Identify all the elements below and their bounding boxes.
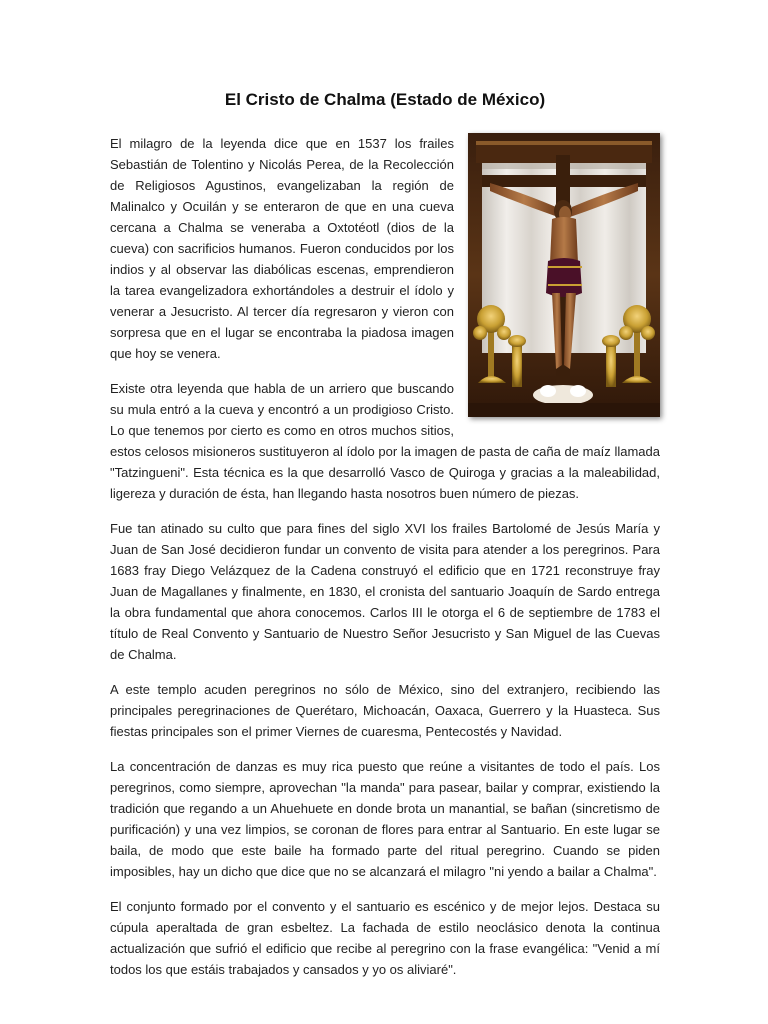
page-title: El Cristo de Chalma (Estado de México) <box>224 90 546 109</box>
crucifix-photo <box>468 133 660 417</box>
paragraph-4: A este templo acuden peregrinos no sólo de México, sino del extranjero, recibiendo las principales peregrinaciones de Querétaro, Michoacán, Oaxaca, Guerrero y la Huasteca. Sus fiestas principales son el primer Viernes de cuaresma, Pentecostés y Navidad. <box>110 682 660 739</box>
paragraph-3: Fue tan atinado su culto que para fines del siglo XVI los frailes Bartolomé de Jesús María y Juan de San José decidieron fundar un convento de visita para atender a los peregrinos. Para 1683 fray Diego Velázquez de la Cadena construyó el edificio que en 1721 reconstruye fray Juan de Magallanes y finalmente, en 1830, el cronista del santuario Joaquín de Sardo entrega la obra fundamental que ahora conocemos. Carlos III le otorga el 6 de septiembre de 1783 el título de Real Convento y Santuario de Nuestro Señor Jesucristo y San Miguel de las Cuevas de Chalma. <box>110 521 660 662</box>
crucifix-image <box>468 133 660 417</box>
paragraph-1: El milagro de la leyenda dice que en 1537 los frailes Sebastián de Tolentino y Nicolás Perea, de la Recolección de Religiosos Agustinos, evangelizaban la región de Malinalco y Ocuilán y se enteraron de que en una cueva cercana a Chalma se veneraba a Oxtotéotl (dios de la cueva) con sacrificios humanos. Fueron conducidos por los indios y al observar las diabólicas escenas, emprendieron la tarea evangelizadora exhortándoles a destruir el ídolo y venerar a Jesucristo. Al tercer día regresaron y vieron con sorpresa que en el lugar se encontraba la piadosa imagen que hoy se venera. <box>110 136 454 361</box>
document-page <box>110 88 660 994</box>
paragraph-6: El conjunto formado por el convento y el santuario es escénico y de mejor lejos. Destaca su cúpula aperaltada de gran esbeltez. La fachada de estilo neoclásico denota la continua actualización que sufrió el edificio que recibe al peregrino con la frase evangélica: "Venid a mí todos los que estáis trabajados y cansados y yo os aliviaré". <box>110 899 660 977</box>
paragraph-2: Existe otra leyenda que habla de un arriero que buscando su mula entró a la cueva y encontró a un prodigioso Cristo. Lo que tenemos por cierto es como en otros muchos sitios, estos celosos misioneros sustituyeron al ídolo por la imagen de pasta de caña de maíz llamada "Tatzingueni". Esta técnica es la que desarrolló Vasco de Quiroga y gracias a la maleabilidad, ligereza y duración de ésta, han llegando hasta nosotros buen número de piezas. <box>110 381 660 501</box>
paragraph-5: La concentración de danzas es muy rica puesto que reúne a visitantes de todo el país. Los peregrinos, como siempre, aprovechan "la manda" para pasear, bailar y comprar, existiendo la tradición que regando a un Ahuehuete en donde brota un manantial, se bañan (sincretismo de purificación) y una vez limpios, se coronan de flores para entrar al Santuario. En este lugar se baila, de modo que este baile ha formado parte del ritual peregrino. Cuando se piden imposibles, hay un dicho que dice que no se alcanzará el milagro "ni yendo a bailar a Chalma". <box>110 759 660 879</box>
